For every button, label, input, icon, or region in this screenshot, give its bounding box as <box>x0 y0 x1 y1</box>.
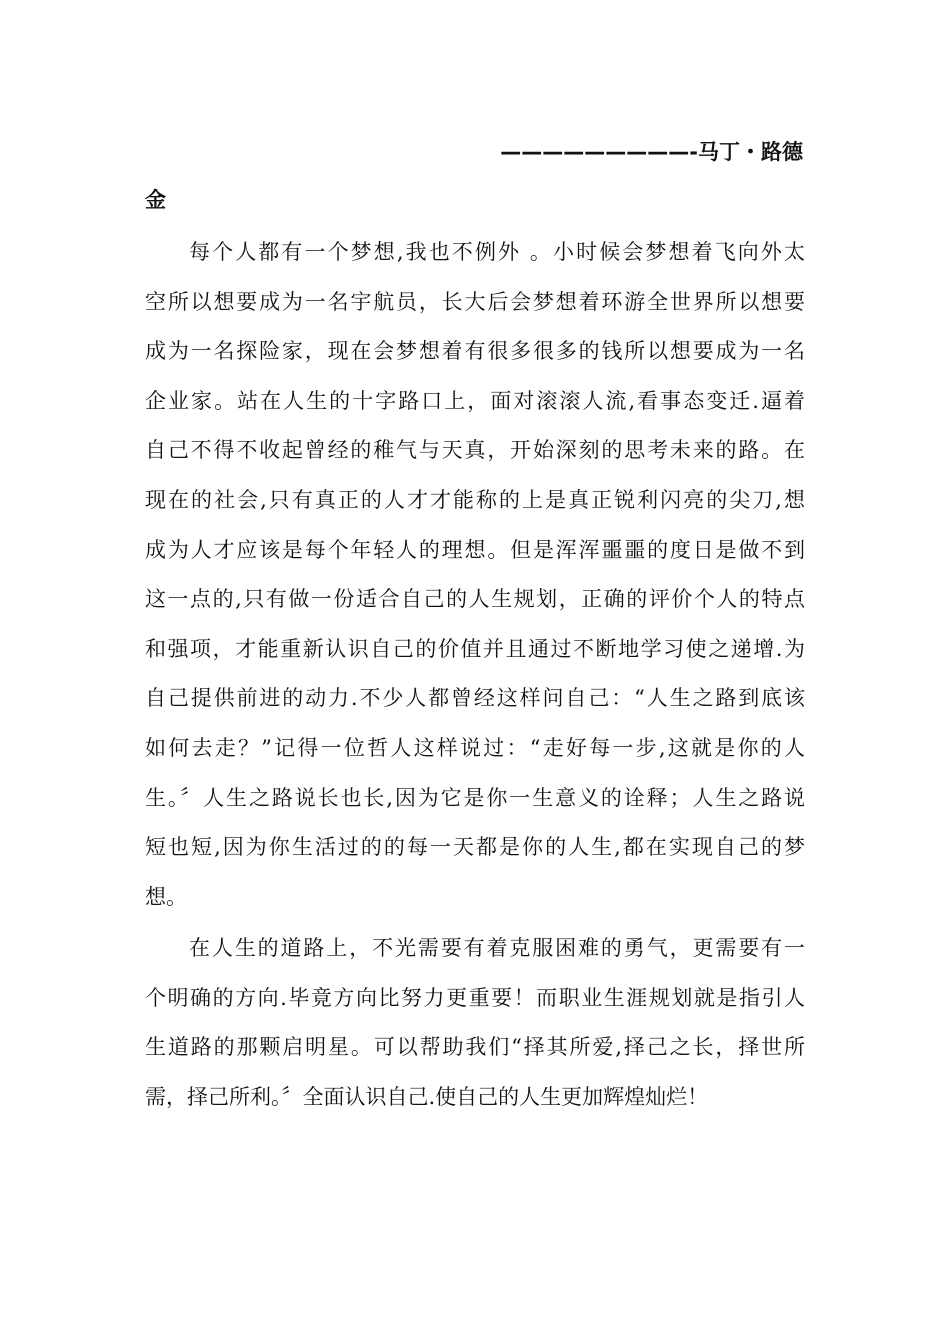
text-line: 在人生的道路上，不光需要有着克服困难的勇气，更需要有一 <box>189 936 805 960</box>
attribution-author-continued: 金 <box>145 188 166 212</box>
attribution-author: —————————-马丁・路德 <box>500 140 803 164</box>
text-line: 现在的社会,只有真正的人才才能称的上是真正锐利闪亮的尖刀,想 <box>145 487 805 512</box>
text-line: 成为人才应该是每个年轻人的理想。但是浑浑噩噩的度日是做不到 <box>145 537 805 562</box>
text-line: 和强项，才能重新认识自己的价值并且通过不断地学习使之递增.为 <box>145 636 805 661</box>
text-line: 自己提供前进的动力.不少人都曾经这样问自己：“人生之路到底该 <box>145 686 805 711</box>
text-line: 如何去走？”记得一位哲人这样说过：“走好每一步,这就是你的人 <box>145 735 805 760</box>
text-line: 短也短,因为你生活过的的每一天都是你的人生,都在实现自己的梦 <box>145 835 805 860</box>
text-line: 想。 <box>145 884 187 909</box>
text-line: 每个人都有一个梦想,我也不例外 。小时候会梦想着飞向外太 <box>189 240 805 264</box>
text-line: 个明确的方向.毕竟方向比努力更重要！而职业生涯规划就是指引人 <box>145 985 805 1010</box>
paragraph-dream <box>145 228 805 922</box>
text-line: 生。〞人生之路说长也长,因为它是你一生意义的诠释；人生之路说 <box>145 785 805 810</box>
text-line: 生道路的那颗启明星。可以帮助我们“择其所爱,择己之长，择世所 <box>145 1035 805 1060</box>
paragraph-career-planning <box>145 924 805 1122</box>
text-line: 需，择己所利。〞全面认识自己.使自己的人生更加辉煌灿烂！ <box>145 1084 709 1109</box>
text-line: 空所以想要成为一名宇航员，长大后会梦想着环游全世界所以想要 <box>145 289 805 314</box>
text-line: 成为一名探险家，现在会梦想着有很多很多的钱所以想要成为一名 <box>145 339 805 364</box>
text-line: 这一点的,只有做一份适合自己的人生规划，正确的评价个人的特点 <box>145 587 805 612</box>
text-line: 企业家。站在人生的十字路口上，面对滚滚人流,看事态变迁.逼着 <box>145 388 805 413</box>
text-line: 自己不得不收起曾经的稚气与天真，开始深刻的思考未来的路。在 <box>145 438 805 463</box>
